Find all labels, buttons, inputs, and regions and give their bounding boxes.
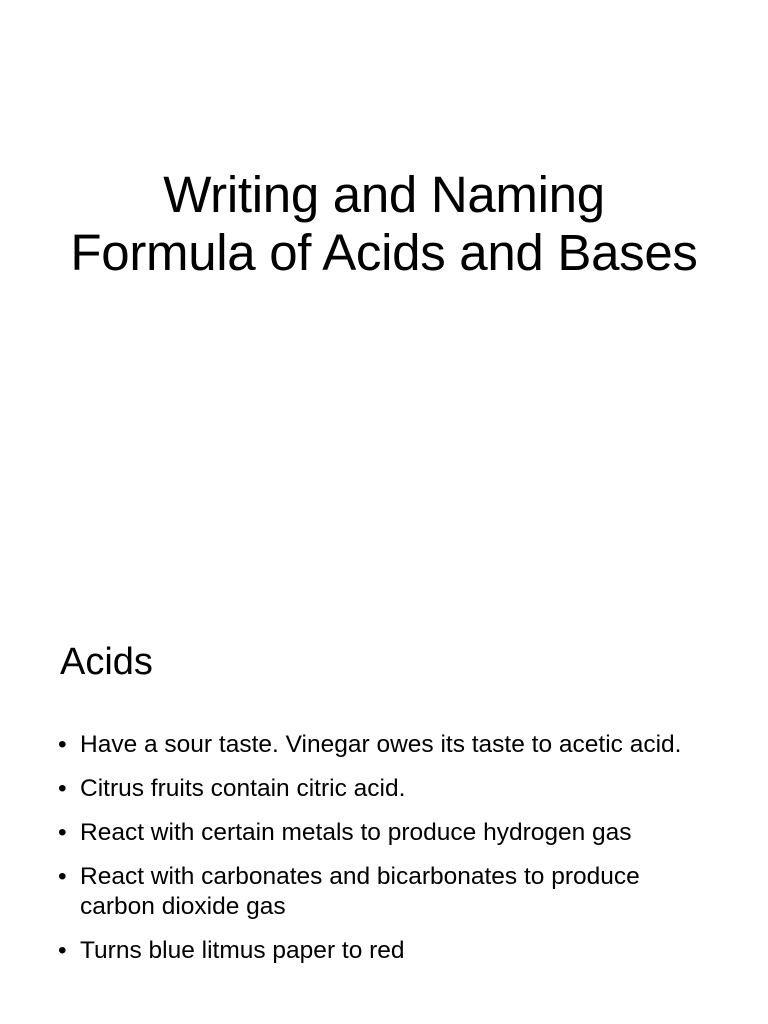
bullet-list xyxy=(58,730,718,980)
bullet-marker: • xyxy=(58,863,67,890)
bullet-marker: • xyxy=(58,731,67,758)
list-item-text: React with certain metals to produce hydrogen gas xyxy=(80,819,632,846)
list-item-text: Turns blue litmus paper to red xyxy=(80,937,405,964)
slide-title-line-2: Formula of Acids and Bases xyxy=(70,224,698,281)
bullet-marker: • xyxy=(58,937,67,964)
slide-title-line-1: Writing and Naming xyxy=(163,166,605,223)
list-item xyxy=(58,818,718,848)
list-item-text: React with carbonates and bicarbonates to produce carbon dioxide gas xyxy=(80,863,640,920)
content-slide xyxy=(0,512,768,1024)
list-item xyxy=(58,862,718,922)
list-item-text: Have a sour taste. Vinegar owes its taste to acetic acid. xyxy=(80,731,682,758)
list-item xyxy=(58,730,718,760)
slide-title xyxy=(0,166,768,282)
list-item-text: Citrus fruits contain citric acid. xyxy=(80,775,406,802)
section-heading: Acids xyxy=(60,641,153,683)
list-item xyxy=(58,774,718,804)
bullet-marker: • xyxy=(58,819,67,846)
bullet-marker: • xyxy=(58,775,67,802)
list-item xyxy=(58,936,718,966)
